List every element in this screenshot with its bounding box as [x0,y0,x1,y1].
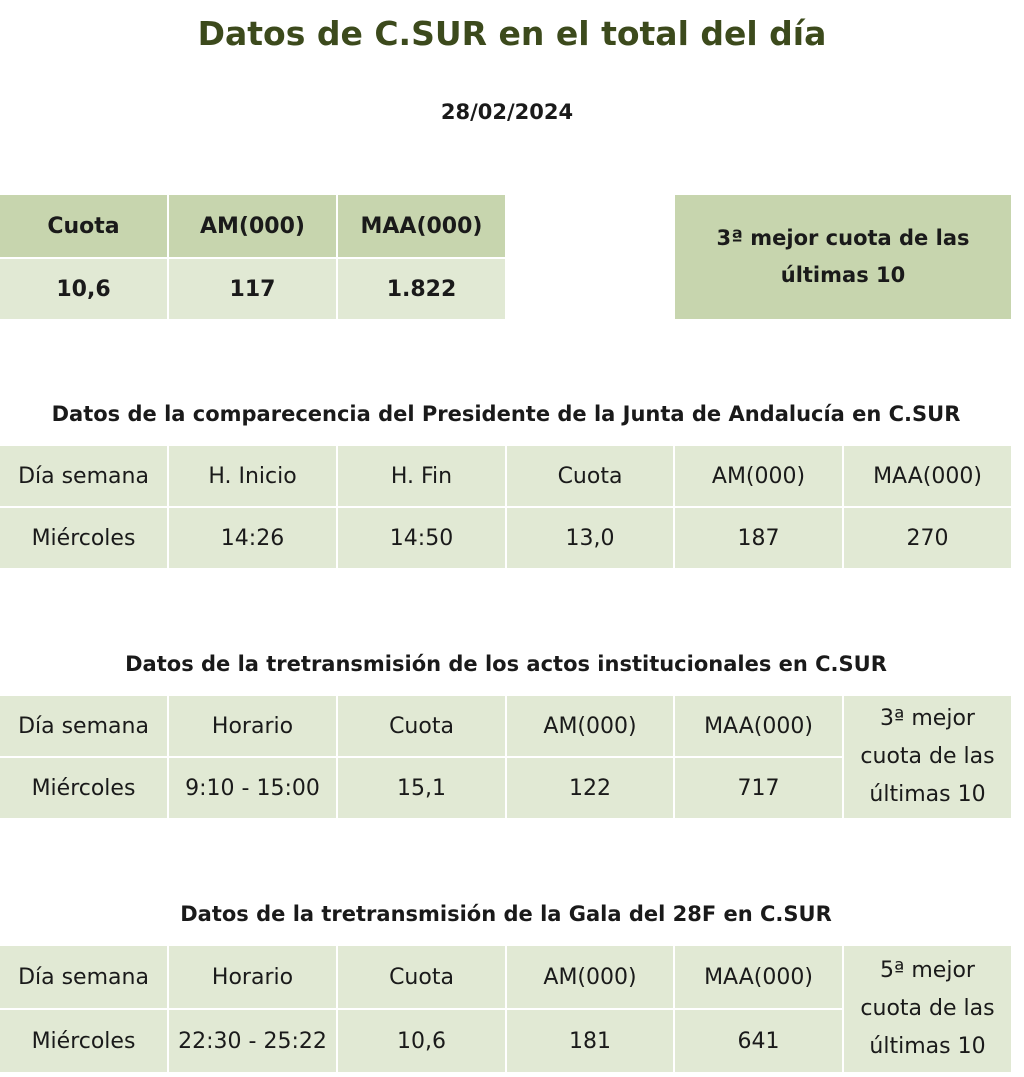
ranking-badge-line1: 3ª mejor cuota de las [716,226,970,250]
comparecencia-value: 187 [675,508,842,568]
gala-note-line3: últimas 10 [869,1034,986,1059]
actos-ranking-note [844,696,1011,818]
actos-value: Miércoles [0,758,167,818]
comparecencia-header: MAA(000) [844,446,1011,506]
actos-header: Día semana [0,696,167,756]
actos-header: Cuota [338,696,505,756]
comparecencia-header: H. Fin [338,446,505,506]
actos-value: 9:10 - 15:00 [169,758,336,818]
gala-header: Día semana [0,946,167,1008]
actos-note-line2: cuota de las [860,744,995,769]
gala-value: Miércoles [0,1010,167,1072]
gala-value: 10,6 [338,1010,505,1072]
actos-value: 15,1 [338,758,505,818]
summary-value-maa: 1.822 [338,259,505,319]
comparecencia-value: Miércoles [0,508,167,568]
actos-value: 122 [507,758,673,818]
summary-value-am: 117 [169,259,336,319]
actos-header: AM(000) [507,696,673,756]
comparecencia-value: 14:50 [338,508,505,568]
actos-value: 717 [675,758,842,818]
actos-header: MAA(000) [675,696,842,756]
gala-header: Horario [169,946,336,1008]
actos-note-line3: últimas 10 [869,782,986,807]
gala-header: MAA(000) [675,946,842,1008]
comparecencia-header: Día semana [0,446,167,506]
summary-value-cuota: 10,6 [0,259,167,319]
comparecencia-title: Datos de la comparecencia del Presidente de la Junta de Andalucía en C.SUR [51,402,961,426]
comparecencia-value: 13,0 [507,508,673,568]
page-title: Datos de C.SUR en el total del día [197,14,827,53]
report-date: 28/02/2024 [440,100,574,124]
comparecencia-header: AM(000) [675,446,842,506]
ranking-badge [675,195,1011,319]
ranking-badge-line2: últimas 10 [780,263,906,287]
actos-note-line1: 3ª mejor [880,706,975,731]
comparecencia-header: Cuota [507,446,673,506]
actos-header: Horario [169,696,336,756]
gala-value: 641 [675,1010,842,1072]
gala-header: AM(000) [507,946,673,1008]
comparecencia-header: H. Inicio [169,446,336,506]
gala-value: 181 [507,1010,673,1072]
comparecencia-value: 14:26 [169,508,336,568]
gala-note-line1: 5ª mejor [880,958,975,983]
gala-note-line2: cuota de las [860,996,995,1021]
summary-header-cuota: Cuota [0,195,167,257]
gala-title: Datos de la tretransmisión de la Gala del 28F en C.SUR [180,902,832,926]
comparecencia-value: 270 [844,508,1011,568]
gala-header: Cuota [338,946,505,1008]
gala-value: 22:30 - 25:22 [169,1010,336,1072]
summary-header-maa: MAA(000) [338,195,505,257]
summary-header-am: AM(000) [169,195,336,257]
actos-title: Datos de la tretransmisión de los actos institucionales en C.SUR [125,652,887,676]
gala-ranking-note [844,946,1011,1072]
